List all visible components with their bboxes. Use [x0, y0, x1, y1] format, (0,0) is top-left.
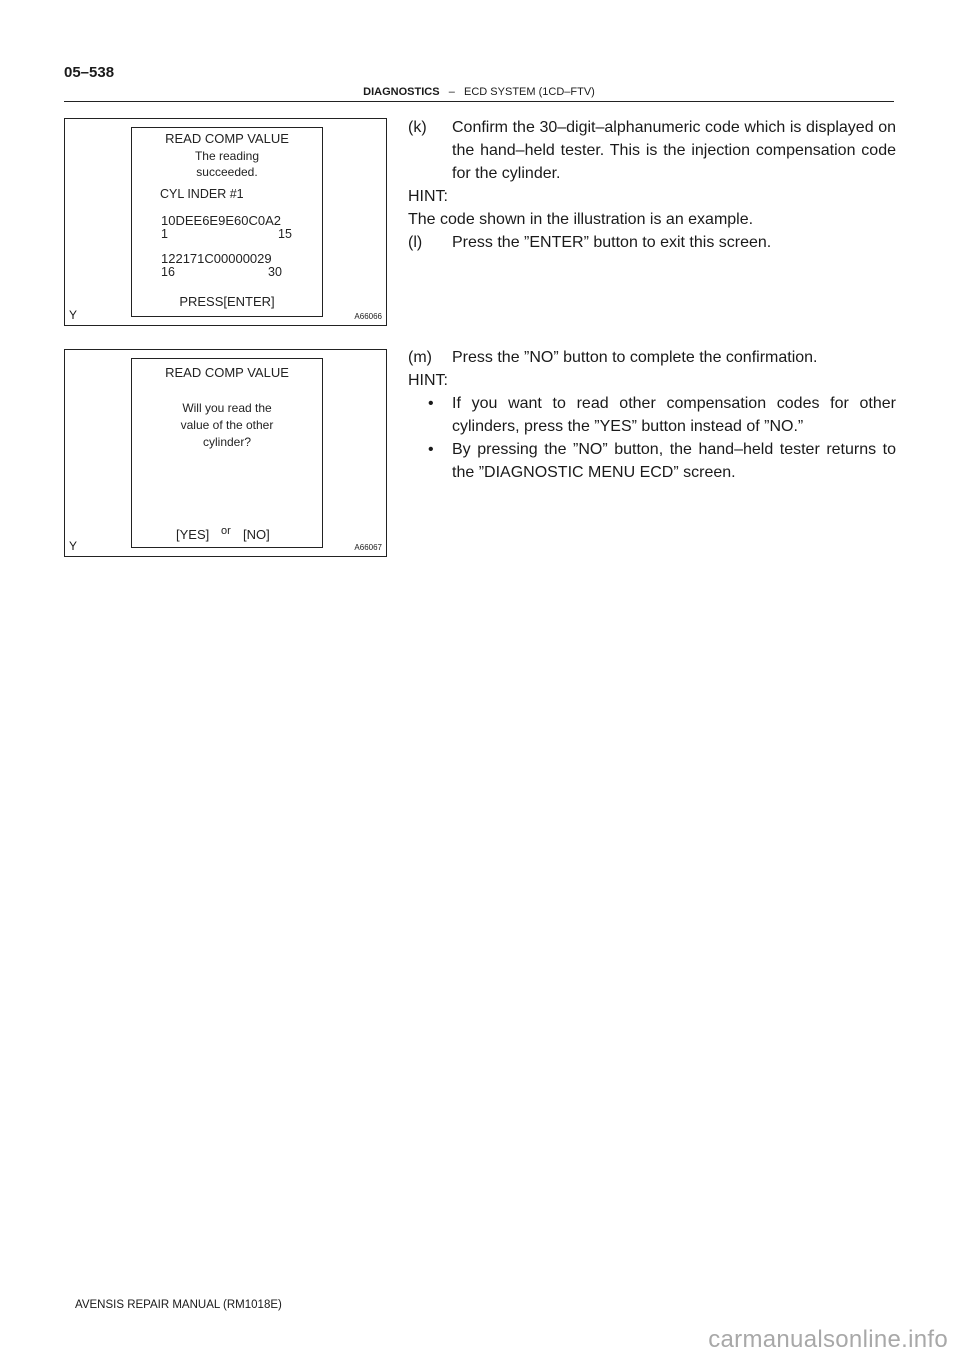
step-l-label: (l): [408, 234, 423, 251]
no-option: [NO]: [243, 527, 270, 542]
code-line-2-start: 16: [161, 265, 175, 279]
figure-code: A66066: [354, 312, 382, 321]
code-line-1-start: 1: [161, 227, 168, 241]
figure-mark: Y: [69, 308, 78, 322]
cylinder-label: CYL INDER #1: [160, 187, 244, 201]
yes-option: [YES]: [176, 527, 210, 542]
bullet-item-2: [408, 438, 896, 484]
footer-manual-title: AVENSIS REPAIR MANUAL (RM1018E): [75, 1299, 282, 1311]
hint-2-label: HINT:: [408, 372, 448, 389]
question-line-1: Will you read the: [182, 401, 272, 415]
hint-1-text: The code shown in the illustration is an example.: [408, 211, 754, 228]
header-separator: –: [448, 86, 455, 98]
bullet-1-text: If you want to read other compensation codes for other cylinders, press the ”YES” button instead of ”NO.”: [452, 395, 896, 435]
figure-code: A66067: [354, 543, 382, 552]
bullet-2-text: By pressing the ”NO” button, the hand–held tester returns to the ”DIAGNOSTIC MENU ECD” screen.: [452, 441, 896, 481]
code-line-2-end: 30: [268, 265, 282, 279]
code-line-2: 122171C00000029: [161, 251, 272, 266]
tester-screen: [131, 127, 323, 317]
bullet-icon: •: [428, 441, 434, 458]
step-m-text: Press the ”NO” button to complete the confirmation.: [452, 349, 818, 366]
bullet-item-1: [408, 392, 896, 438]
message-line-2: succeeded.: [196, 165, 258, 179]
hint-1-label: HINT:: [408, 188, 448, 205]
step-k-text: Confirm the 30–digit–alphanumeric code which is displayed on the hand–held tester. This is the injection compensation code for the cylinder.: [452, 119, 896, 182]
message-line-1: The reading: [194, 149, 260, 163]
figure-read-comp-value-result: [64, 118, 387, 326]
figure-mark: Y: [69, 539, 78, 553]
step-k-label: (k): [408, 119, 427, 136]
step-l-text: Press the ”ENTER” button to exit this screen.: [452, 234, 772, 251]
tester-screen: [131, 358, 323, 548]
question-line-2: value of the other: [180, 418, 274, 432]
page-number: 05–538: [64, 64, 115, 81]
step-m-label: (m): [408, 349, 432, 366]
steps-k-l: [408, 116, 896, 254]
screen-title: READ COMP VALUE: [165, 131, 289, 146]
code-line-1-end: 15: [278, 227, 292, 241]
or-label: or: [221, 525, 231, 537]
steps-m: [408, 346, 896, 484]
header-title: [64, 86, 894, 98]
watermark: carmanualsonline.info: [708, 1326, 948, 1353]
figure-read-other-cylinder-prompt: [64, 349, 387, 557]
question-line-3: cylinder?: [202, 435, 252, 449]
header-rule: [64, 101, 894, 102]
screen-title: READ COMP VALUE: [165, 365, 289, 380]
step-k: [408, 116, 896, 185]
code-line-1: 10DEE6E9E60C0A2: [161, 213, 281, 228]
step-m: [408, 346, 896, 369]
header-subsection: ECD SYSTEM (1CD–FTV): [464, 86, 595, 98]
press-enter-prompt: PRESS[ENTER]: [179, 294, 275, 309]
step-l: [408, 231, 896, 254]
bullet-icon: •: [428, 395, 434, 412]
header-section: DIAGNOSTICS: [363, 86, 440, 98]
